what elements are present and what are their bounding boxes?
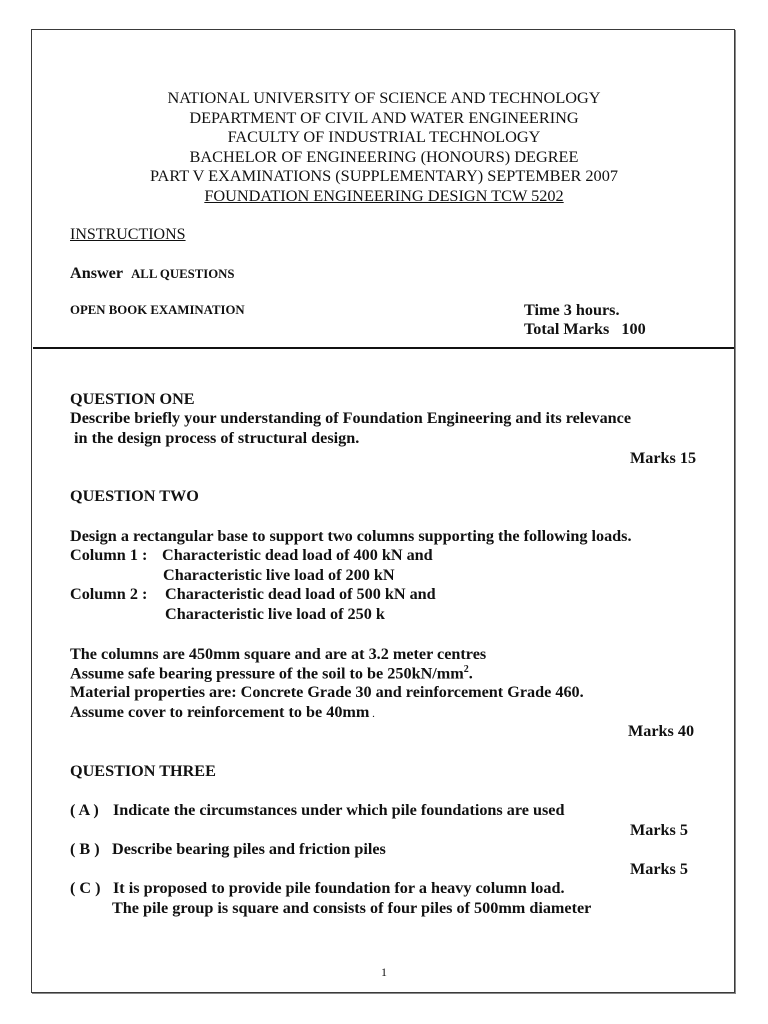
part-c-text-1: It is proposed to provide pile foundation for a heavy column load. — [113, 879, 565, 897]
cover-end: . — [369, 708, 375, 720]
bearing-pressure-line — [70, 664, 473, 683]
header-divider — [33, 347, 734, 349]
course-title-text: FOUNDATION ENGINEERING DESIGN TCW 5202 — [204, 185, 564, 205]
answer-word: Answer — [70, 264, 124, 282]
page-number: 1 — [381, 965, 387, 979]
university-name: NATIONAL UNIVERSITY OF SCIENCE AND TECHNOLOGY — [167, 88, 601, 107]
part-b-marks: Marks 5 — [630, 860, 688, 878]
question-one-title: QUESTION ONE — [70, 390, 195, 408]
part-b-label: ( B ) — [70, 840, 100, 858]
open-book-label: OPEN BOOK EXAMINATION — [70, 303, 245, 317]
question-three-title: QUESTION THREE — [70, 762, 216, 780]
answer-scope: ALL QUESTIONS — [131, 267, 235, 281]
answer-instruction — [70, 264, 235, 283]
course-title — [0, 186, 768, 206]
bearing-pressure-end: . — [468, 664, 473, 683]
part-b-text: Describe bearing piles and friction piles — [112, 840, 386, 858]
column-2-dead-load: Characteristic dead load of 500 kN and — [165, 585, 436, 603]
question-one-line-2: in the design process of structural design. — [70, 429, 360, 447]
part-a-label: ( A ) — [70, 801, 99, 819]
columns-spacing-line: The columns are 450mm square and are at 3.2 meter centres — [70, 645, 487, 663]
degree-name: BACHELOR OF ENGINEERING (HONOURS) DEGREE — [189, 146, 579, 166]
part-a-text: Indicate the circumstances under which pile foundations are used — [113, 801, 565, 819]
question-two-intro: Design a rectangular base to support two columns supporting the following loads. — [70, 527, 632, 545]
column-1-live-load: Characteristic live load of 200 kN — [163, 566, 395, 584]
cover-text: Assume cover to reinforcement to be 40mm — [70, 703, 370, 721]
column-1-dead-load: Characteristic dead load of 400 kN and — [162, 546, 433, 564]
question-two-marks: Marks 40 — [628, 722, 695, 740]
question-one-line-1: Describe briefly your understanding of Foundation Engineering and its relevance — [70, 409, 632, 427]
bearing-pressure-text: Assume safe bearing pressure of the soil to be 250kN/mm — [70, 664, 464, 683]
part-c-label: ( C ) — [70, 879, 101, 897]
exam-session: PART V EXAMINATIONS (SUPPLEMENTARY) SEPTEMBER 2007 — [150, 166, 618, 185]
bearing-pressure-exponent: 2 — [463, 664, 469, 675]
material-properties-line: Material properties are: Concrete Grade 30 and reinforcement Grade 460. — [70, 683, 584, 701]
time-allowed: Time 3 hours. — [524, 301, 620, 319]
department-name: DEPARTMENT OF CIVIL AND WATER ENGINEERING — [189, 107, 579, 127]
column-1-label: Column 1 : — [70, 546, 148, 564]
part-a-marks: Marks 5 — [630, 821, 688, 839]
part-c-text-2: The pile group is square and consists of four piles of 500mm diameter — [112, 899, 592, 917]
total-marks: Total Marks 100 — [524, 320, 646, 338]
column-2-live-load: Characteristic live load of 250 k — [165, 605, 385, 623]
faculty-name: FACULTY OF INDUSTRIAL TECHNOLOGY — [227, 127, 541, 146]
question-one-marks: Marks 15 — [630, 449, 697, 467]
column-2-label: Column 2 : — [70, 585, 148, 603]
question-two-title: QUESTION TWO — [70, 487, 199, 505]
instructions-heading: INSTRUCTIONS — [70, 226, 186, 243]
cover-line — [70, 703, 375, 722]
